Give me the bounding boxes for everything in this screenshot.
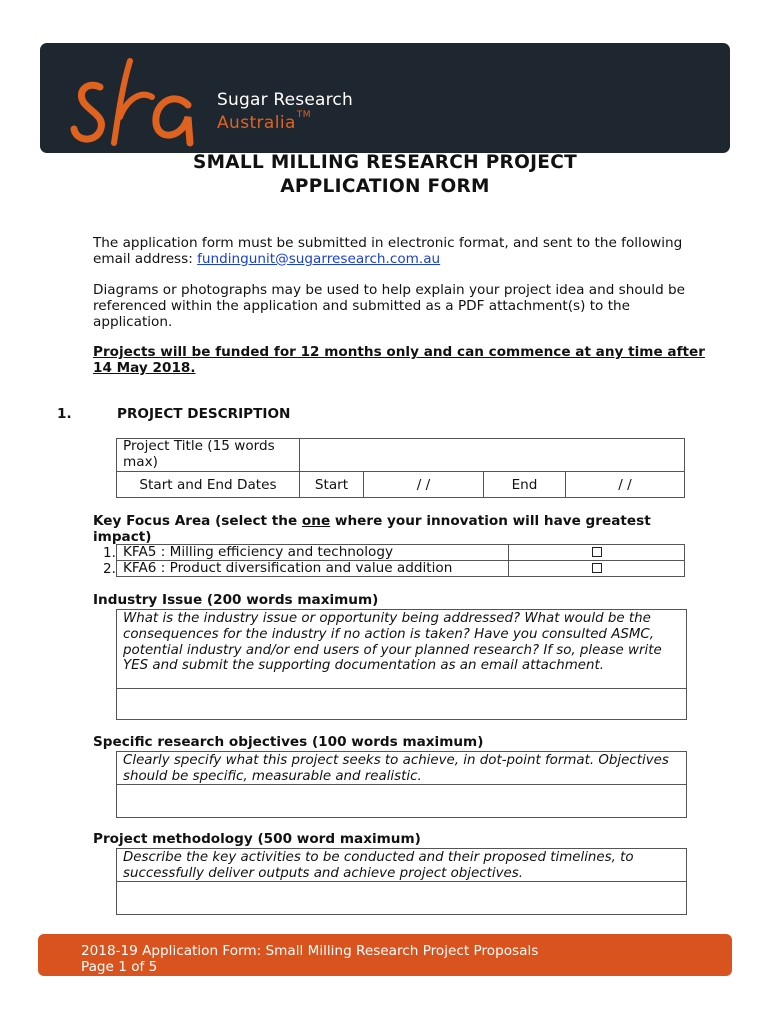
page-title-line1: SMALL MILLING RESEARCH PROJECT — [192, 152, 578, 173]
project-title-label: Project Title (15 words max) — [117, 439, 300, 472]
methodology-input[interactable] — [117, 882, 686, 914]
header-banner — [40, 43, 730, 153]
industry-issue-input[interactable] — [117, 689, 686, 719]
methodology-box — [116, 848, 687, 915]
intro-paragraph-2: Diagrams or photographs may be used to help explain your project idea and should be referenced within the application and submitted as a PDF attachment(s) to the application. — [93, 282, 686, 330]
industry-issue-heading: Industry Issue (200 words maximum) — [93, 592, 379, 608]
org-name-line2: Australia™ — [217, 110, 311, 133]
objectives-box — [116, 751, 687, 818]
objectives-heading: Specific research objectives (100 words maximum) — [93, 734, 484, 750]
methodology-hint: Describe the key activities to be conducted and their proposed timelines, to successfully deliver outputs and achieve project objectives. — [117, 849, 686, 882]
page-title-line2: APPLICATION FORM — [280, 176, 490, 197]
focus-item-1-checkbox-cell[interactable] — [509, 545, 685, 561]
funding-notice: Projects will be funded for 12 months only and can commence at any time after 14 May 2018. — [93, 344, 705, 376]
focus-item-1-number: 1. — [103, 545, 116, 561]
objectives-input[interactable] — [117, 785, 686, 817]
project-title-input[interactable] — [300, 439, 685, 472]
sra-logo — [70, 47, 210, 151]
section-number: 1. — [57, 406, 72, 422]
funding-email-link[interactable]: fundingunit@sugarresearch.com.au — [197, 250, 441, 267]
page-footer — [38, 934, 732, 976]
org-name-line1: Sugar Research — [217, 90, 353, 110]
start-date-input[interactable]: / / — [364, 472, 484, 498]
focus-area-table — [116, 544, 685, 577]
footer-title: 2018-19 Application Form: Small Milling Research Project Proposals — [81, 943, 539, 959]
section-title: PROJECT DESCRIPTION — [117, 406, 291, 422]
focus-item-1-label: KFA5 : Milling efficiency and technology — [117, 545, 509, 561]
focus-item-2-number: 2. — [103, 561, 116, 577]
end-label: End — [484, 472, 566, 498]
checkbox-icon[interactable] — [592, 563, 602, 573]
dates-label: Start and End Dates — [117, 472, 300, 498]
industry-issue-box — [116, 609, 687, 720]
focus-area-heading: Key Focus Area (select the one where your innovation will have greatest impact) — [93, 513, 651, 545]
project-details-table — [116, 438, 685, 498]
objectives-hint: Clearly specify what this project seeks to achieve, in dot-point format. Objectives should be specific, measurable and realistic. — [117, 752, 686, 785]
intro-paragraph-1: The application form must be submitted in electronic format, and sent to the following email address: fundingunit@sugarresearch.com.au — [93, 235, 683, 267]
start-label: Start — [300, 472, 364, 498]
focus-item-2-checkbox-cell[interactable] — [509, 561, 685, 577]
industry-issue-hint: What is the industry issue or opportunity being addressed? What would be the consequences for the industry if no action is taken? Have you consulted ASMC, potential industry and/or end users of your planned research? If so, please write YES and submit the supporting documentation as an email attachment. — [117, 610, 686, 689]
focus-item-2-label: KFA6 : Product diversification and value addition — [117, 561, 509, 577]
methodology-heading: Project methodology (500 word maximum) — [93, 831, 421, 847]
checkbox-icon[interactable] — [592, 547, 602, 557]
page-number: Page 1 of 5 — [81, 959, 158, 975]
end-date-input[interactable]: / / — [566, 472, 685, 498]
focus-numbers — [103, 545, 116, 577]
trademark: TM — [296, 110, 311, 120]
